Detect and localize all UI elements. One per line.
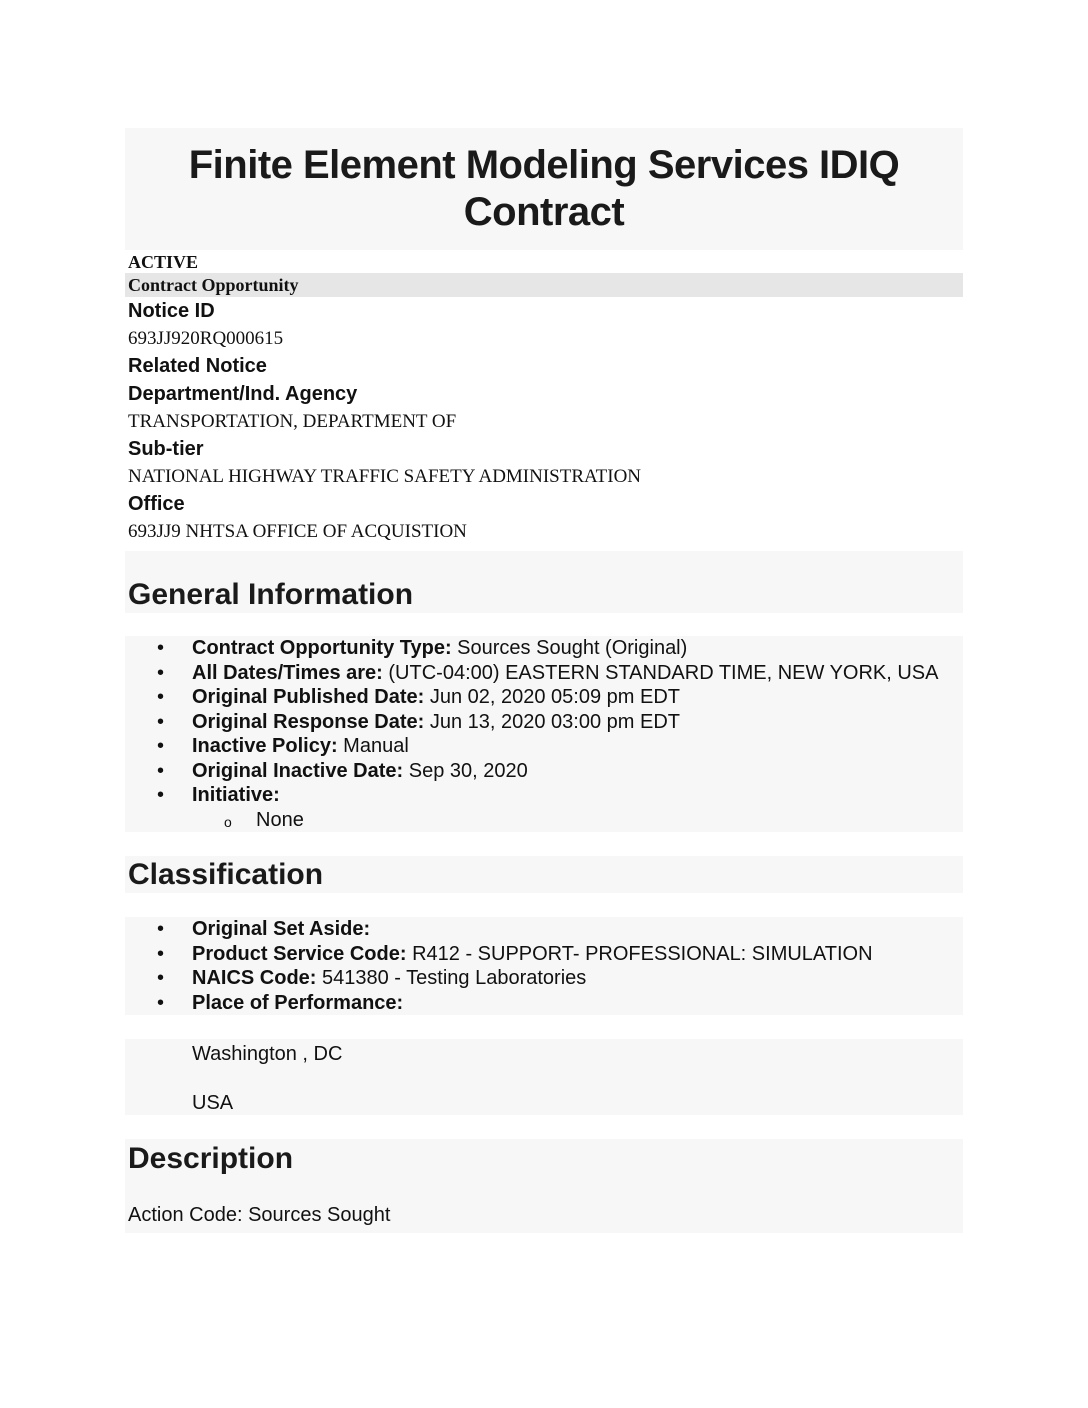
subtier-label: Sub-tier (128, 438, 204, 460)
general-information-list (125, 636, 963, 832)
place-of-performance (125, 1039, 963, 1115)
description-heading: Description (125, 1139, 963, 1195)
list-item: • Original Response Date: Jun 13, 2020 03:00 pm EDT (125, 710, 963, 735)
classification-list (125, 917, 963, 1015)
list-item: • Product Service Code: R412 - SUPPORT- PROFESSIONAL: SIMULATION (125, 942, 963, 967)
subtier-value: NATIONAL HIGHWAY TRAFFIC SAFETY ADMINISTRATION (128, 466, 642, 487)
general-information-heading: General Information (125, 551, 963, 613)
department-value: TRANSPORTATION, DEPARTMENT OF (128, 411, 457, 432)
list-item: • Initiative: o None (125, 783, 963, 832)
office-value: 693JJ9 NHTSA OFFICE OF ACQUISTION (128, 521, 467, 542)
list-item: • Inactive Policy: Manual (125, 734, 963, 759)
notice-id-value: 693JJ920RQ000615 (128, 328, 284, 349)
list-item: • Original Published Date: Jun 02, 2020 05:09 pm EDT (125, 685, 963, 710)
place-country: USA (192, 1092, 234, 1114)
notice-id-label: Notice ID (128, 300, 215, 322)
list-item: • All Dates/Times are: (UTC-04:00) EASTERN STANDARD TIME, NEW YORK, USA (125, 661, 963, 686)
initiative-sub-item: o None (192, 808, 963, 833)
list-item: • NAICS Code: 541380 - Testing Laboratories (125, 966, 963, 991)
place-city: Washington , DC (192, 1043, 343, 1065)
department-label: Department/Ind. Agency (128, 383, 358, 405)
opportunity-type-bar: Contract Opportunity (125, 273, 963, 297)
title-banner (125, 128, 963, 250)
office-label: Office (128, 493, 185, 515)
list-item: • Place of Performance: (125, 991, 963, 1016)
list-item: • Original Inactive Date: Sep 30, 2020 (125, 759, 963, 784)
classification-heading: Classification (125, 856, 963, 893)
list-item: • Contract Opportunity Type: Sources Sought (Original) (125, 636, 963, 661)
page-title: Finite Element Modeling Services IDIQ Contract (188, 143, 900, 234)
description-text: Action Code: Sources Sought (125, 1195, 963, 1233)
list-item: • Original Set Aside: (125, 917, 963, 942)
status-label: ACTIVE (128, 252, 199, 272)
notice-page (125, 128, 963, 1233)
related-notice-label: Related Notice (128, 355, 267, 377)
